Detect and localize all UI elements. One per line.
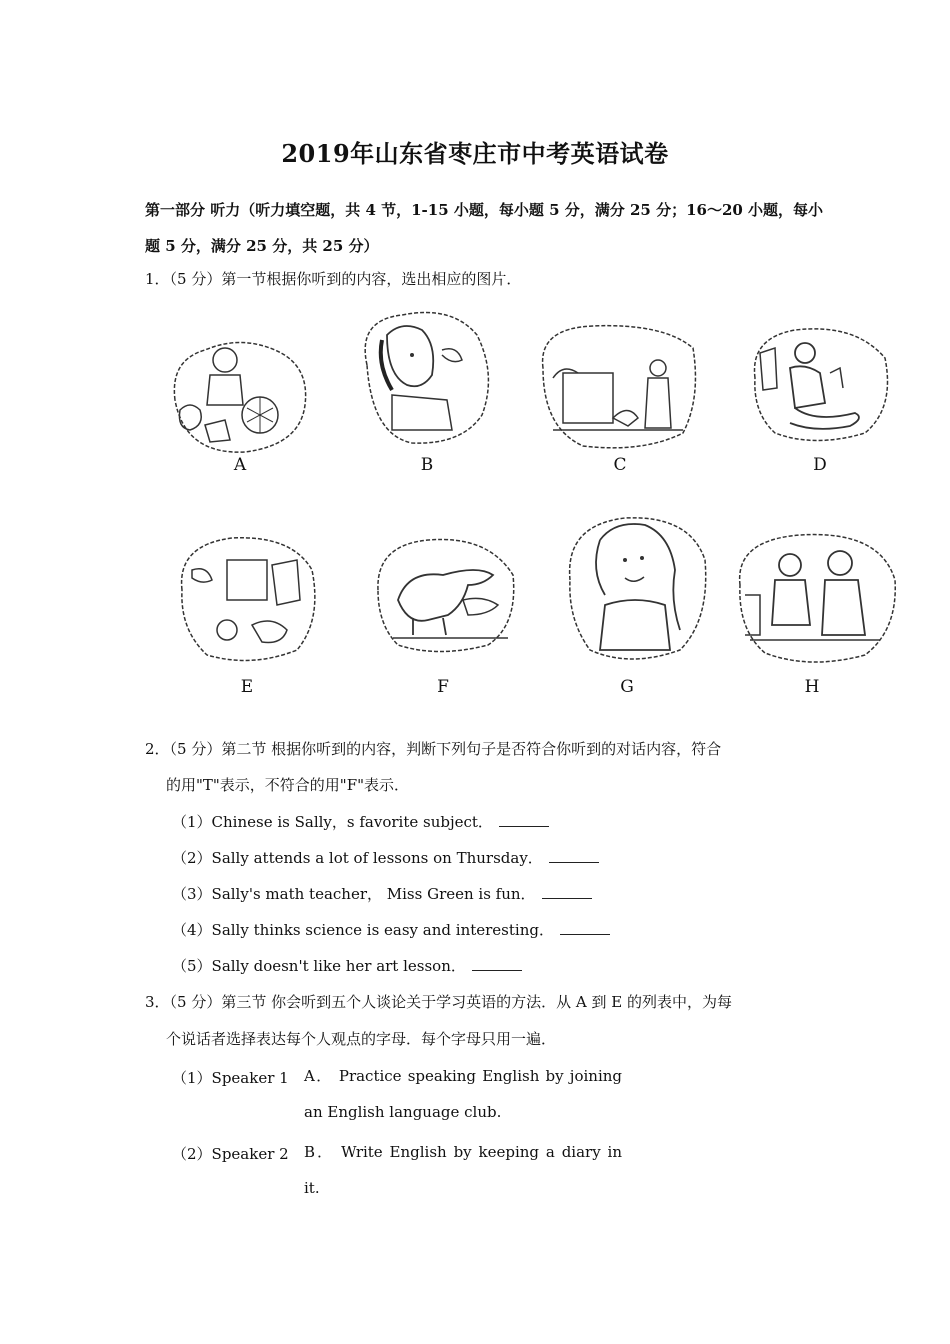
- q2-item-4-text: （4）Sally thinks science is easy and interesting．: [172, 921, 554, 939]
- answer-blank[interactable]: [549, 848, 599, 863]
- picture-a[interactable]: [165, 330, 315, 460]
- option-b-text: B． Write English by keeping a diary in it.: [304, 1143, 622, 1197]
- picture-d-label: D: [813, 455, 827, 475]
- part-heading: 第一部分 听力（听力填空题，共 4 节，1-15 小题，每小题 5 分，满分 25 分；16～20 小题，每小题 5 分，满分 25 分，共 25 分）: [145, 201, 824, 255]
- q2-stem-line1: 2．（5 分）第二节 根据你听到的内容，判断下列句子是否符合你听到的对话内容，符合: [145, 740, 722, 758]
- picture-c-label: C: [613, 455, 627, 475]
- answer-blank[interactable]: [499, 812, 549, 827]
- answer-blank[interactable]: [560, 920, 610, 935]
- picture-g-label: G: [620, 677, 634, 697]
- picture-g[interactable]: [560, 510, 710, 640]
- q1-stem: 1．（5 分）第一节根据你听到的内容，选出相应的图片．: [145, 270, 522, 288]
- picture-b-image: [352, 305, 502, 455]
- q2-item-5: [172, 955, 522, 976]
- q2-item-2: [172, 847, 599, 868]
- picture-f-label: F: [437, 677, 449, 697]
- exam-title: 2019年山东省枣庄市中考英语试卷: [281, 139, 669, 168]
- q2-item-2-text: （2）Sally attends a lot of lessons on Thursday．: [172, 849, 543, 867]
- picture-e-label: E: [240, 677, 254, 697]
- speaker-1-label: （1）Speaker 1: [172, 1069, 289, 1087]
- option-a-text: A． Practice speaking English by joining an English language club.: [304, 1067, 622, 1121]
- picture-e[interactable]: [172, 530, 322, 660]
- q2-item-1: [172, 811, 549, 832]
- picture-c-image: [533, 318, 703, 458]
- picture-g-image: [560, 510, 710, 670]
- picture-a-label: A: [233, 455, 247, 475]
- picture-d-image: [745, 318, 895, 448]
- answer-blank[interactable]: [542, 884, 592, 899]
- q2-item-4: [172, 919, 610, 940]
- picture-b-label: B: [420, 455, 434, 475]
- q2-item-1-text: （1）Chinese is Sally，s favorite subject．: [172, 813, 493, 831]
- q3-stem-line2: 个说话者选择表达每个人观点的字母．每个字母只用一遍．: [166, 1030, 557, 1048]
- picture-c[interactable]: [533, 318, 683, 448]
- q2-item-3-text: （3）Sally's math teacher， Miss Green is fun．: [172, 885, 536, 903]
- q2-item-3: [172, 883, 592, 904]
- answer-blank[interactable]: [472, 956, 522, 971]
- picture-d[interactable]: [745, 318, 895, 448]
- picture-h[interactable]: [730, 525, 880, 655]
- speaker-2-label: （2）Speaker 2: [172, 1145, 289, 1163]
- q3-stem-line1: 3．（5 分）第三节 你会听到五个人谈论关于学习英语的方法．从 A 到 E 的列表中，为每: [145, 993, 732, 1011]
- q2-item-5-text: （5）Sally doesn't like her art lesson．: [172, 957, 466, 975]
- picture-f-image: [368, 530, 518, 660]
- picture-b[interactable]: [352, 305, 502, 435]
- picture-h-image: [730, 525, 900, 670]
- picture-f[interactable]: [368, 530, 518, 660]
- picture-e-image: [172, 530, 322, 670]
- picture-h-label: H: [804, 677, 820, 697]
- q2-stem-line2: 的用"T"表示，不符合的用"F"表示．: [166, 776, 410, 794]
- picture-a-image: [165, 330, 315, 460]
